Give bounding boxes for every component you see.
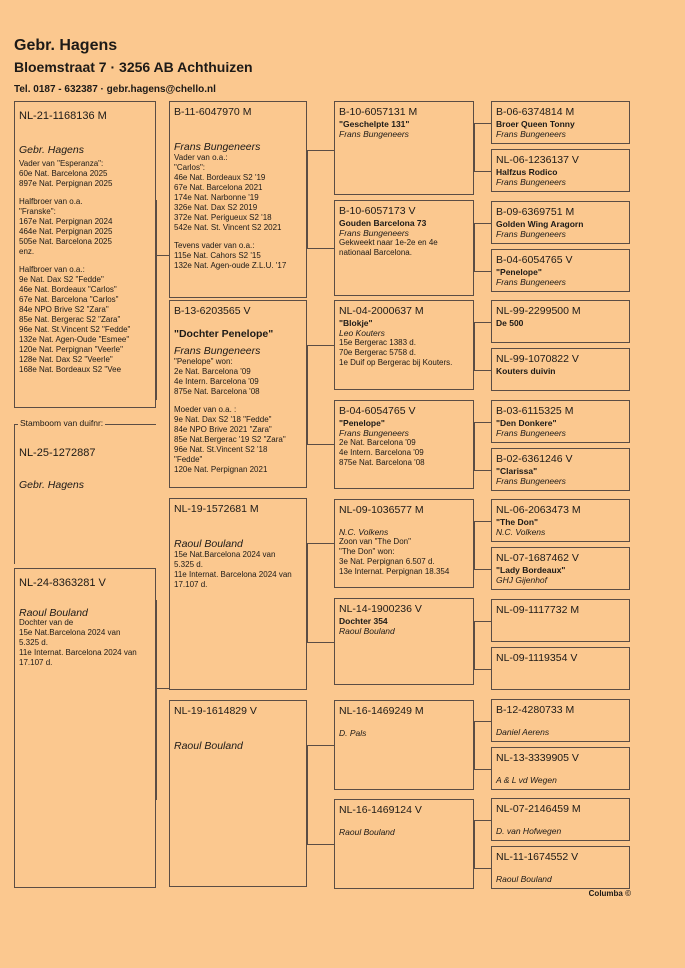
- dam-info-line: 15e Nat.Barcelona 2024 van: [19, 628, 121, 637]
- gen4-ring-number: NL-07-1687462 V: [496, 552, 579, 564]
- main-ring-number: NL-21-1168136 M: [19, 110, 107, 122]
- gen4-pigeon-title: "Penelope": [496, 267, 542, 277]
- gen2-info-line: 875e Nat. Barcelona '08: [174, 387, 260, 396]
- gen4-pigeon-card: [491, 499, 630, 542]
- dam-info-line: Dochter van de: [19, 618, 74, 627]
- connector: [307, 543, 308, 642]
- gen3-pigeon-title: "Geschelpte 131": [339, 119, 410, 129]
- gen2-info-line: 96e Nat. St.Vincent S2 '18: [174, 445, 268, 454]
- gen4-owner: Frans Bungeneers: [496, 428, 566, 438]
- dam-info-line: 17.107 d.: [19, 658, 53, 667]
- gen2-info-line: Tevens vader van o.a.:: [174, 241, 255, 250]
- gen4-ring-number: B-12-4280733 M: [496, 704, 575, 716]
- gen3-info: [339, 537, 469, 577]
- gen3-pigeon-card: [334, 300, 474, 390]
- connector: [474, 521, 475, 569]
- dam-owner: Raoul Bouland: [19, 607, 88, 619]
- connector: [307, 248, 334, 249]
- main-info-line: 167e Nat. Perpignan 2024: [19, 217, 113, 226]
- connector: [474, 669, 491, 670]
- gen2-ring-number: NL-19-1614829 V: [174, 705, 257, 717]
- gen3-pigeon-card: [334, 598, 474, 685]
- connector: [474, 521, 491, 522]
- gen4-pigeon-card: [491, 846, 630, 889]
- gen4-pigeon-card: [491, 400, 630, 443]
- connector: [307, 150, 308, 248]
- dam-info-line: 5.325 d.: [19, 638, 48, 647]
- main-info-line: 168e Nat. Bordeaux S2 "Vee: [19, 365, 122, 374]
- gen4-ring-number: B-03-6115325 M: [496, 405, 574, 417]
- gen2-owner: Raoul Bouland: [174, 740, 243, 752]
- main-owner: Gebr. Hagens: [19, 144, 84, 156]
- gen3-owner: Frans Bungeneers: [339, 228, 409, 238]
- gen2-info-line: 46e Nat. Bordeaux S2 '19: [174, 173, 266, 182]
- gen4-pigeon-card: [491, 300, 630, 343]
- connector: [307, 844, 334, 845]
- gen2-info-line: 115e Nat. Cahors S2 '15: [174, 251, 261, 260]
- gen4-pigeon-card: [491, 647, 630, 690]
- gen2-pigeon-card: [169, 300, 307, 488]
- gen3-pigeon-card: [334, 400, 474, 489]
- gen3-info-line: nationaal Barcelona.: [339, 248, 412, 257]
- main-info-line: 84e NPO Brive S2 "Zara": [19, 305, 109, 314]
- gen2-info-line: 174e Nat. Narbonne '19: [174, 193, 259, 202]
- connector: [474, 470, 491, 471]
- gen4-ring-number: B-06-6374814 M: [496, 106, 575, 118]
- gen3-info-line: 4e Intern. Barcelona '09: [339, 448, 424, 457]
- main-info-line: [19, 257, 151, 265]
- connector: [474, 621, 475, 669]
- connector: [156, 688, 169, 689]
- gen2-info-line: "Fedde": [174, 455, 203, 464]
- gen3-owner: Raoul Bouland: [339, 626, 395, 636]
- gen3-info-line: Zoon van "The Don": [339, 537, 411, 546]
- main-info-line: 60e Nat. Barcelona 2025: [19, 169, 108, 178]
- breeder-name: Gebr. Hagens: [14, 37, 118, 54]
- gen2-owner: Raoul Bouland: [174, 538, 243, 550]
- connector: [307, 543, 334, 544]
- gen4-ring-number: NL-99-1070822 V: [496, 353, 579, 365]
- main-info-line: 96e Nat. St.Vincent S2 "Fedde": [19, 325, 131, 334]
- gen4-pigeon-card: [491, 798, 630, 841]
- gen3-owner: Frans Bungeneers: [339, 428, 409, 438]
- main-info-line: Halfbroer van o.a.: [19, 197, 83, 206]
- main-info-line: 505e Nat. Barcelona 2025: [19, 237, 112, 246]
- gen4-owner: Frans Bungeneers: [496, 129, 566, 139]
- gen2-info-line: 5.325 d.: [174, 560, 203, 569]
- gen4-pigeon-title: De 500: [496, 318, 524, 328]
- gen4-pigeon-title: Golden Wing Aragorn: [496, 219, 584, 229]
- main-info-line: 132e Nat. Agen-Oude "Esmee": [19, 335, 130, 344]
- columba-copyright: Columba ©: [588, 889, 631, 898]
- gen2-info-line: 15e Nat.Barcelona 2024 van: [174, 550, 276, 559]
- gen3-info-line: 2e Nat. Barcelona '09: [339, 438, 416, 447]
- gen4-owner: N.C. Volkens: [496, 527, 546, 537]
- main-info-line: 897e Nat. Perpignan 2025: [19, 179, 113, 188]
- connector: [307, 150, 334, 151]
- gen2-pigeon-card: [169, 101, 307, 298]
- gen4-pigeon-card: [491, 599, 630, 642]
- gen4-pigeon-title: Kouters duivin: [496, 366, 556, 376]
- gen3-pigeon-card: [334, 700, 474, 790]
- connector: [474, 123, 475, 171]
- stamboom-caption: Stamboom van duifnr:: [20, 418, 104, 428]
- gen4-pigeon-title: "Lady Bordeaux": [496, 565, 566, 575]
- main-info-line: 9e Nat. Dax S2 "Fedde": [19, 275, 104, 284]
- breeder-address: Bloemstraat 7 · 3256 AB Achthuizen: [14, 59, 253, 75]
- main-info: [19, 159, 151, 375]
- gen4-ring-number: NL-09-1119354 V: [496, 652, 578, 664]
- gen2-info-line: 326e Nat. Dax S2 2019: [174, 203, 258, 212]
- gen3-pigeon-card: [334, 799, 474, 889]
- gen4-pigeon-card: [491, 747, 630, 790]
- gen2-info-line: Vader van o.a.:: [174, 153, 228, 162]
- main-info-line: 464e Nat. Perpignan 2025: [19, 227, 113, 236]
- gen3-ring-number: NL-16-1469249 M: [339, 705, 424, 717]
- connector: [307, 642, 334, 643]
- subject-pigeon-card: [14, 424, 156, 564]
- gen3-info-line: 875e Nat. Barcelona '08: [339, 458, 425, 467]
- gen2-info-line: "Penelope" won:: [174, 357, 233, 366]
- gen4-owner: GHJ Gijenhof: [496, 575, 548, 585]
- gen3-info-line: 70e Bergerac 5758 d.: [339, 348, 416, 357]
- main-info-line: Vader van "Esperanza":: [19, 159, 104, 168]
- connector: [307, 745, 334, 746]
- gen3-info-line: 15e Bergerac 1383 d.: [339, 338, 416, 347]
- gen3-info-line: 13e Internat. Perpignan 18.354: [339, 567, 450, 576]
- connector: [474, 123, 491, 124]
- gen4-ring-number: NL-11-1674552 V: [496, 851, 579, 863]
- connector: [474, 569, 491, 570]
- gen4-ring-number: NL-06-1236137 V: [496, 154, 579, 166]
- gen4-ring-number: NL-13-3339905 V: [496, 752, 579, 764]
- connector: [474, 370, 491, 371]
- main-info-line: 85e Nat. Bergerac S2 "Zara": [19, 315, 121, 324]
- gen4-owner: Raoul Bouland: [496, 874, 552, 884]
- connector: [474, 868, 491, 869]
- gen3-owner: Raoul Bouland: [339, 827, 395, 837]
- gen4-owner: Frans Bungeneers: [496, 229, 566, 239]
- connector: [156, 255, 169, 256]
- gen2-info-line: 67e Nat. Barcelona 2021: [174, 183, 263, 192]
- gen2-info-line: 9e Nat. Dax S2 '18 "Fedde": [174, 415, 272, 424]
- gen4-ring-number: NL-07-2146459 M: [496, 803, 581, 815]
- gen2-info-line: 84e NPO Brive 2021 "Zara": [174, 425, 272, 434]
- dam-ring-number: NL-24-8363281 V: [19, 577, 106, 589]
- gen4-pigeon-card: [491, 101, 630, 144]
- gen4-pigeon-title: "Clarissa": [496, 466, 538, 476]
- gen2-owner: Frans Bungeneers: [174, 141, 261, 153]
- gen3-info-line: "The Don" won:: [339, 547, 395, 556]
- connector: [474, 223, 491, 224]
- gen4-ring-number: B-02-6361246 V: [496, 453, 573, 465]
- gen4-pigeon-card: [491, 699, 630, 742]
- gen2-info-line: [174, 397, 302, 405]
- connector: [307, 444, 334, 445]
- connector: [307, 745, 308, 844]
- main-info-line: Halfbroer van o.a.:: [19, 265, 85, 274]
- gen2-pigeon-title: "Dochter Penelope": [174, 328, 274, 340]
- dam-pigeon-card: [14, 568, 156, 888]
- connector: [307, 345, 308, 444]
- connector: [474, 271, 491, 272]
- main-info-line: [19, 189, 151, 197]
- gen3-ring-number: B-10-6057173 V: [339, 205, 416, 217]
- dam-info-line: 11e Internat. Barcelona 2024 van: [19, 648, 137, 657]
- dam-info: [19, 618, 151, 668]
- gen2-info-line: 4e Intern. Barcelona '09: [174, 377, 259, 386]
- main-info-line: "Franske":: [19, 207, 56, 216]
- gen2-ring-number: B-11-6047970 M: [174, 106, 252, 118]
- gen4-owner: Daniel Aerens: [496, 727, 550, 737]
- gen2-pigeon-card: [169, 700, 307, 887]
- gen4-owner: Frans Bungeneers: [496, 177, 566, 187]
- connector: [474, 223, 475, 271]
- gen2-info-line: 132e Nat. Agen-oude Z.L.U. '17: [174, 261, 287, 270]
- connector: [474, 422, 475, 470]
- connector: [474, 422, 491, 423]
- gen3-pigeon-title: "Penelope": [339, 418, 385, 428]
- gen2-ring-number: NL-19-1572681 M: [174, 503, 259, 515]
- gen3-info: [339, 338, 469, 368]
- connector: [156, 255, 157, 400]
- connector: [474, 621, 491, 622]
- gen4-pigeon-card: [491, 149, 630, 192]
- connector: [156, 200, 157, 255]
- gen2-pigeon-card: [169, 498, 307, 690]
- gen4-owner: D. van Hofwegen: [496, 826, 562, 836]
- gen3-pigeon-title: Gouden Barcelona 73: [339, 218, 427, 228]
- gen3-pigeon-title: Dochter 354: [339, 616, 388, 626]
- subject-ring-number: NL-25-1272887: [19, 447, 96, 459]
- gen3-pigeon-card: [334, 200, 474, 296]
- gen3-info: [339, 438, 469, 468]
- gen2-info-line: 17.107 d.: [174, 580, 208, 589]
- gen2-info-line: 120e Nat. Perpignan 2021: [174, 465, 268, 474]
- gen2-info: [174, 550, 302, 590]
- gen4-owner: Frans Bungeneers: [496, 277, 566, 287]
- gen4-ring-number: NL-09-1117732 M: [496, 604, 580, 616]
- gen3-owner: Leo Kouters: [339, 328, 385, 338]
- connector: [474, 820, 491, 821]
- connector: [474, 322, 491, 323]
- gen4-pigeon-card: [491, 249, 630, 292]
- gen3-ring-number: NL-14-1900236 V: [339, 603, 422, 615]
- gen3-info: [339, 238, 469, 258]
- connector: [156, 600, 157, 688]
- gen3-ring-number: NL-09-1036577 M: [339, 504, 424, 516]
- gen2-info-line: 2e Nat. Barcelona '09: [174, 367, 251, 376]
- gen4-ring-number: NL-99-2299500 M: [496, 305, 581, 317]
- gen2-info: [174, 357, 302, 475]
- gen3-ring-number: NL-16-1469124 V: [339, 804, 422, 816]
- main-info-line: 120e Nat. Perpignan "Veerle": [19, 345, 123, 354]
- gen3-owner: N.C. Volkens: [339, 527, 389, 537]
- subject-owner: Gebr. Hagens: [19, 479, 84, 491]
- gen4-pigeon-title: Broer Queen Tonny: [496, 119, 575, 129]
- gen2-owner: Frans Bungeneers: [174, 345, 261, 357]
- gen2-info-line: Moeder van o.a. :: [174, 405, 237, 414]
- connector: [474, 721, 491, 722]
- gen3-owner: Frans Bungeneers: [339, 129, 409, 139]
- gen4-owner: A & L vd Wegen: [496, 775, 557, 785]
- gen4-pigeon-card: [491, 448, 630, 491]
- gen3-owner: D. Pals: [339, 728, 367, 738]
- gen3-ring-number: NL-04-2000637 M: [339, 305, 424, 317]
- connector: [474, 769, 491, 770]
- main-info-line: enz.: [19, 247, 35, 256]
- gen3-ring-number: B-10-6057131 M: [339, 106, 418, 118]
- gen3-info-line: Gekweekt naar 1e-2e en 4e: [339, 238, 438, 247]
- gen3-pigeon-card: [334, 101, 474, 195]
- main-info-line: 67e Nat. Barcelona "Carlos": [19, 295, 119, 304]
- gen4-pigeon-title: "The Don": [496, 517, 539, 527]
- gen3-pigeon-card: [334, 499, 474, 588]
- main-pigeon-card: [14, 101, 156, 408]
- gen2-info-line: 11e Internat. Barcelona 2024 van: [174, 570, 292, 579]
- gen2-ring-number: B-13-6203565 V: [174, 305, 251, 317]
- gen2-info-line: [174, 233, 302, 241]
- gen3-pigeon-title: "Blokje": [339, 318, 373, 328]
- connector: [307, 345, 334, 346]
- gen4-pigeon-card: [491, 348, 630, 391]
- gen2-info-line: 372e Nat. Perigueux S2 '18: [174, 213, 272, 222]
- gen3-info-line: 3e Nat. Perpignan 6.507 d.: [339, 557, 435, 566]
- main-info-line: 46e Nat. Bordeaux "Carlos": [19, 285, 117, 294]
- gen4-pigeon-title: Halfzus Rodico: [496, 167, 558, 177]
- connector: [474, 721, 475, 769]
- gen3-info-line: 1e Duif op Bergerac bij Kouters.: [339, 358, 453, 367]
- gen4-pigeon-card: [491, 201, 630, 244]
- connector: [156, 688, 157, 800]
- gen4-owner: Frans Bungeneers: [496, 476, 566, 486]
- gen2-info: [174, 153, 302, 271]
- gen3-ring-number: B-04-6054765 V: [339, 405, 416, 417]
- gen4-pigeon-title: "Den Donkere": [496, 418, 557, 428]
- connector: [474, 171, 491, 172]
- gen2-info-line: 85e Nat.Bergerac '19 S2 "Zara": [174, 435, 286, 444]
- connector: [474, 820, 475, 868]
- gen2-info-line: 542e Nat. St. Vincent S2 2021: [174, 223, 282, 232]
- breeder-contact: Tel. 0187 - 632387 · gebr.hagens@chello.nl: [14, 84, 216, 95]
- gen2-info-line: "Carlos":: [174, 163, 206, 172]
- gen4-ring-number: B-04-6054765 V: [496, 254, 573, 266]
- gen4-ring-number: NL-06-2063473 M: [496, 504, 581, 516]
- connector: [474, 322, 475, 370]
- gen4-pigeon-card: [491, 547, 630, 590]
- main-info-line: 128e Nat. Dax S2 "Veerle": [19, 355, 113, 364]
- gen4-ring-number: B-09-6369751 M: [496, 206, 575, 218]
